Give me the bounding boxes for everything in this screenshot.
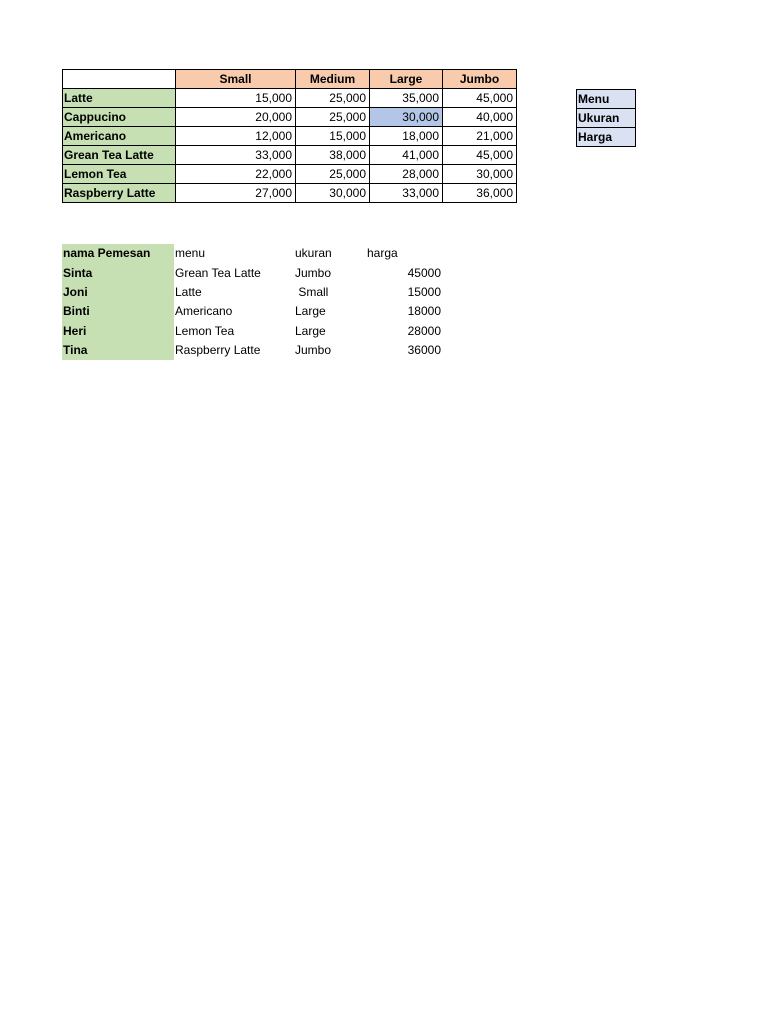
price-cell[interactable]: 30,000 — [443, 165, 517, 184]
table-row — [62, 341, 442, 360]
price-cell[interactable]: 45,000 — [443, 89, 517, 108]
table-row — [62, 283, 442, 302]
price-cell[interactable]: 41,000 — [370, 146, 443, 165]
order-menu-cell[interactable]: Americano — [175, 304, 233, 319]
order-name-cell[interactable]: Binti — [62, 302, 174, 321]
price-cell[interactable]: 15,000 — [296, 127, 370, 146]
header-large[interactable]: Large — [370, 70, 443, 89]
order-menu-cell[interactable]: Latte — [175, 284, 202, 299]
lookup-label-harga[interactable]: Harga — [577, 128, 636, 147]
lookup-table — [576, 89, 636, 147]
order-size-cell[interactable]: Large — [295, 304, 326, 319]
order-price-cell[interactable]: 18000 — [407, 304, 441, 319]
price-cell[interactable]: 28,000 — [370, 165, 443, 184]
order-price-cell[interactable]: 45000 — [407, 265, 441, 280]
price-cell[interactable]: 12,000 — [176, 127, 296, 146]
order-size-cell[interactable]: Large — [295, 323, 326, 338]
table-row — [63, 146, 517, 165]
price-cell[interactable]: 35,000 — [370, 89, 443, 108]
orders-header-price[interactable]: harga — [367, 246, 398, 261]
order-name-cell[interactable]: Heri — [62, 322, 174, 341]
price-cell[interactable]: 22,000 — [176, 165, 296, 184]
order-price-cell[interactable]: 36000 — [407, 343, 441, 358]
table-row — [63, 89, 517, 108]
price-table — [62, 69, 517, 203]
orders-header-name[interactable]: nama Pemesan — [62, 244, 174, 263]
order-name-cell[interactable]: Sinta — [62, 263, 174, 282]
table-row — [63, 184, 517, 203]
row-label-latte[interactable]: Latte — [63, 89, 176, 108]
table-row — [577, 109, 636, 128]
price-cell[interactable]: 30,000 — [296, 184, 370, 203]
price-cell[interactable]: 25,000 — [296, 165, 370, 184]
lookup-label-menu[interactable]: Menu — [577, 90, 636, 109]
row-label-lemon-tea[interactable]: Lemon Tea — [63, 165, 176, 184]
table-row — [577, 128, 636, 147]
price-cell[interactable]: 25,000 — [296, 108, 370, 127]
order-menu-cell[interactable]: Raspberry Latte — [175, 343, 261, 358]
price-table-header-row — [63, 70, 517, 89]
orders-header-size[interactable]: ukuran — [295, 246, 332, 261]
orders-header-menu[interactable]: menu — [175, 246, 206, 261]
order-menu-cell[interactable]: Lemon Tea — [175, 323, 235, 338]
table-row — [63, 108, 517, 127]
header-jumbo[interactable]: Jumbo — [443, 70, 517, 89]
price-cell[interactable]: 18,000 — [370, 127, 443, 146]
price-cell[interactable]: 38,000 — [296, 146, 370, 165]
price-cell[interactable]: 20,000 — [176, 108, 296, 127]
lookup-label-ukuran[interactable]: Ukuran — [577, 109, 636, 128]
orders-table — [62, 244, 442, 360]
table-row — [63, 127, 517, 146]
price-cell[interactable]: 33,000 — [370, 184, 443, 203]
selected-price-cell[interactable]: 30,000 — [370, 108, 443, 127]
row-label-cappucino[interactable]: Cappucino — [63, 108, 176, 127]
order-name-cell[interactable]: Tina — [62, 341, 174, 360]
table-row — [62, 263, 442, 282]
orders-header-row — [62, 244, 442, 263]
header-medium[interactable]: Medium — [296, 70, 370, 89]
table-row — [62, 302, 442, 321]
price-cell[interactable]: 36,000 — [443, 184, 517, 203]
order-size-cell[interactable]: Jumbo — [295, 265, 332, 280]
header-small[interactable]: Small — [176, 70, 296, 89]
price-cell[interactable]: 21,000 — [443, 127, 517, 146]
row-label-raspberry-latte[interactable]: Raspberry Latte — [63, 184, 176, 203]
price-cell[interactable]: 40,000 — [443, 108, 517, 127]
price-cell[interactable]: 33,000 — [176, 146, 296, 165]
row-label-grean-tea-latte[interactable]: Grean Tea Latte — [63, 146, 176, 165]
order-size-cell[interactable]: Small — [295, 284, 329, 299]
table-row — [63, 165, 517, 184]
price-cell[interactable]: 25,000 — [296, 89, 370, 108]
price-cell[interactable]: 27,000 — [176, 184, 296, 203]
order-price-cell[interactable]: 15000 — [407, 284, 441, 299]
row-label-americano[interactable]: Americano — [63, 127, 176, 146]
order-menu-cell[interactable]: Grean Tea Latte — [175, 265, 261, 280]
order-size-cell[interactable]: Jumbo — [295, 343, 332, 358]
price-cell[interactable]: 15,000 — [176, 89, 296, 108]
header-corner-cell[interactable] — [63, 70, 176, 89]
order-name-cell[interactable]: Joni — [62, 283, 174, 302]
table-row — [62, 322, 442, 341]
table-row — [577, 90, 636, 109]
price-cell[interactable]: 45,000 — [443, 146, 517, 165]
order-price-cell[interactable]: 28000 — [407, 323, 441, 338]
